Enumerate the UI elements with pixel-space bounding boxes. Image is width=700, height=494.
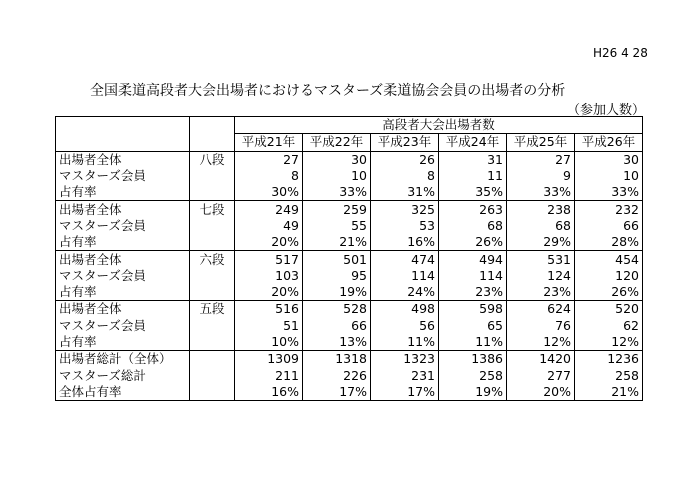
header-blank-cell xyxy=(190,117,235,134)
value-cell: 16% xyxy=(235,384,303,401)
value-cell: 16% xyxy=(371,234,439,251)
value-cell: 1236 xyxy=(575,351,643,368)
value-cell: 259 xyxy=(303,201,371,218)
value-cell: 10% xyxy=(235,334,303,351)
value-cell: 624 xyxy=(507,301,575,318)
table-row xyxy=(56,151,643,168)
participants-table xyxy=(55,116,643,401)
value-cell: 501 xyxy=(303,251,371,268)
year-header: 平成23年 xyxy=(371,134,439,151)
total-row xyxy=(56,384,643,401)
table-row xyxy=(56,168,643,184)
value-cell: 17% xyxy=(303,384,371,401)
value-cell: 19% xyxy=(303,284,371,301)
value-cell: 1386 xyxy=(439,351,507,368)
value-cell: 23% xyxy=(507,284,575,301)
rank-cell: 八段 xyxy=(190,151,235,168)
value-cell: 31 xyxy=(439,151,507,168)
total-label: マスターズ総計 xyxy=(56,367,190,383)
document-title: 全国柔道高段者大会出場者におけるマスターズ柔道協会会員の出場者の分析 xyxy=(90,83,566,99)
table-row xyxy=(56,234,643,251)
value-cell: 232 xyxy=(575,201,643,218)
value-cell: 114 xyxy=(371,268,439,284)
value-cell: 8 xyxy=(235,168,303,184)
group-header: 高段者大会出場者数 xyxy=(235,117,643,134)
value-cell: 66 xyxy=(303,318,371,334)
value-cell: 26 xyxy=(371,151,439,168)
value-cell: 68 xyxy=(507,218,575,234)
unit-label: （参加人数） xyxy=(567,103,646,118)
value-cell: 30% xyxy=(235,184,303,201)
year-header: 平成21年 xyxy=(235,134,303,151)
value-cell: 62 xyxy=(575,318,643,334)
value-cell: 33% xyxy=(303,184,371,201)
rank-cell xyxy=(190,218,235,234)
table-row xyxy=(56,301,643,318)
value-cell: 258 xyxy=(575,367,643,383)
total-label: 出場者総計（全体） xyxy=(56,351,190,368)
value-cell: 528 xyxy=(303,301,371,318)
value-cell: 21% xyxy=(575,384,643,401)
value-cell: 1309 xyxy=(235,351,303,368)
value-cell: 68 xyxy=(439,218,507,234)
header-row-group xyxy=(56,117,643,134)
value-cell: 51 xyxy=(235,318,303,334)
value-cell: 598 xyxy=(439,301,507,318)
table-row xyxy=(56,318,643,334)
value-cell: 114 xyxy=(439,268,507,284)
value-cell: 10 xyxy=(575,168,643,184)
value-cell: 474 xyxy=(371,251,439,268)
rank-cell: 七段 xyxy=(190,201,235,218)
value-cell: 494 xyxy=(439,251,507,268)
value-cell: 10 xyxy=(303,168,371,184)
row-label: 占有率 xyxy=(56,184,190,201)
row-label: 出場者全体 xyxy=(56,251,190,268)
row-label: マスターズ会員 xyxy=(56,318,190,334)
header-blank-cell xyxy=(56,134,190,151)
value-cell: 27 xyxy=(507,151,575,168)
value-cell: 24% xyxy=(371,284,439,301)
value-cell: 226 xyxy=(303,367,371,383)
value-cell: 30 xyxy=(303,151,371,168)
value-cell: 249 xyxy=(235,201,303,218)
value-cell: 120 xyxy=(575,268,643,284)
table-row xyxy=(56,184,643,201)
rank-cell xyxy=(190,268,235,284)
row-label: 占有率 xyxy=(56,334,190,351)
row-label: マスターズ会員 xyxy=(56,268,190,284)
value-cell: 11 xyxy=(439,168,507,184)
table-row xyxy=(56,251,643,268)
row-label: マスターズ会員 xyxy=(56,218,190,234)
value-cell: 277 xyxy=(507,367,575,383)
rank-cell xyxy=(190,168,235,184)
row-label: マスターズ会員 xyxy=(56,168,190,184)
total-row xyxy=(56,367,643,383)
value-cell: 56 xyxy=(371,318,439,334)
year-header: 平成25年 xyxy=(507,134,575,151)
total-label: 全体占有率 xyxy=(56,384,190,401)
value-cell: 263 xyxy=(439,201,507,218)
row-label: 占有率 xyxy=(56,234,190,251)
rank-cell xyxy=(190,318,235,334)
value-cell: 9 xyxy=(507,168,575,184)
value-cell: 19% xyxy=(439,384,507,401)
value-cell: 1318 xyxy=(303,351,371,368)
value-cell: 30 xyxy=(575,151,643,168)
value-cell: 33% xyxy=(507,184,575,201)
value-cell: 21% xyxy=(303,234,371,251)
header-blank-cell xyxy=(56,117,190,134)
table-row xyxy=(56,334,643,351)
value-cell: 231 xyxy=(371,367,439,383)
value-cell: 17% xyxy=(371,384,439,401)
table-row xyxy=(56,218,643,234)
value-cell: 12% xyxy=(507,334,575,351)
value-cell: 76 xyxy=(507,318,575,334)
rank-cell xyxy=(190,234,235,251)
row-label: 出場者全体 xyxy=(56,151,190,168)
value-cell: 20% xyxy=(235,284,303,301)
year-header: 平成24年 xyxy=(439,134,507,151)
rank-cell xyxy=(190,334,235,351)
row-label: 出場者全体 xyxy=(56,201,190,218)
value-cell: 55 xyxy=(303,218,371,234)
rank-cell xyxy=(190,284,235,301)
value-cell: 29% xyxy=(507,234,575,251)
rank-cell xyxy=(190,384,235,401)
value-cell: 258 xyxy=(439,367,507,383)
value-cell: 454 xyxy=(575,251,643,268)
value-cell: 35% xyxy=(439,184,507,201)
value-cell: 517 xyxy=(235,251,303,268)
rank-cell: 五段 xyxy=(190,301,235,318)
value-cell: 124 xyxy=(507,268,575,284)
value-cell: 103 xyxy=(235,268,303,284)
value-cell: 23% xyxy=(439,284,507,301)
rank-cell xyxy=(190,367,235,383)
year-header: 平成26年 xyxy=(575,134,643,151)
value-cell: 11% xyxy=(371,334,439,351)
header-blank-cell xyxy=(190,134,235,151)
row-label: 占有率 xyxy=(56,284,190,301)
value-cell: 516 xyxy=(235,301,303,318)
total-row xyxy=(56,351,643,368)
value-cell: 325 xyxy=(371,201,439,218)
value-cell: 238 xyxy=(507,201,575,218)
value-cell: 8 xyxy=(371,168,439,184)
header-row-years xyxy=(56,134,643,151)
table-row xyxy=(56,284,643,301)
table-row xyxy=(56,268,643,284)
table-row xyxy=(56,201,643,218)
rank-cell xyxy=(190,184,235,201)
value-cell: 27 xyxy=(235,151,303,168)
year-header: 平成22年 xyxy=(303,134,371,151)
value-cell: 211 xyxy=(235,367,303,383)
rank-cell: 六段 xyxy=(190,251,235,268)
value-cell: 66 xyxy=(575,218,643,234)
value-cell: 53 xyxy=(371,218,439,234)
value-cell: 33% xyxy=(575,184,643,201)
value-cell: 12% xyxy=(575,334,643,351)
value-cell: 26% xyxy=(575,284,643,301)
rank-cell xyxy=(190,351,235,368)
value-cell: 531 xyxy=(507,251,575,268)
value-cell: 1323 xyxy=(371,351,439,368)
value-cell: 95 xyxy=(303,268,371,284)
value-cell: 20% xyxy=(235,234,303,251)
value-cell: 65 xyxy=(439,318,507,334)
value-cell: 28% xyxy=(575,234,643,251)
value-cell: 498 xyxy=(371,301,439,318)
value-cell: 31% xyxy=(371,184,439,201)
value-cell: 20% xyxy=(507,384,575,401)
row-label: 出場者全体 xyxy=(56,301,190,318)
value-cell: 520 xyxy=(575,301,643,318)
value-cell: 1420 xyxy=(507,351,575,368)
value-cell: 13% xyxy=(303,334,371,351)
value-cell: 26% xyxy=(439,234,507,251)
value-cell: 11% xyxy=(439,334,507,351)
value-cell: 49 xyxy=(235,218,303,234)
document-date: H26 4 28 xyxy=(593,46,648,60)
